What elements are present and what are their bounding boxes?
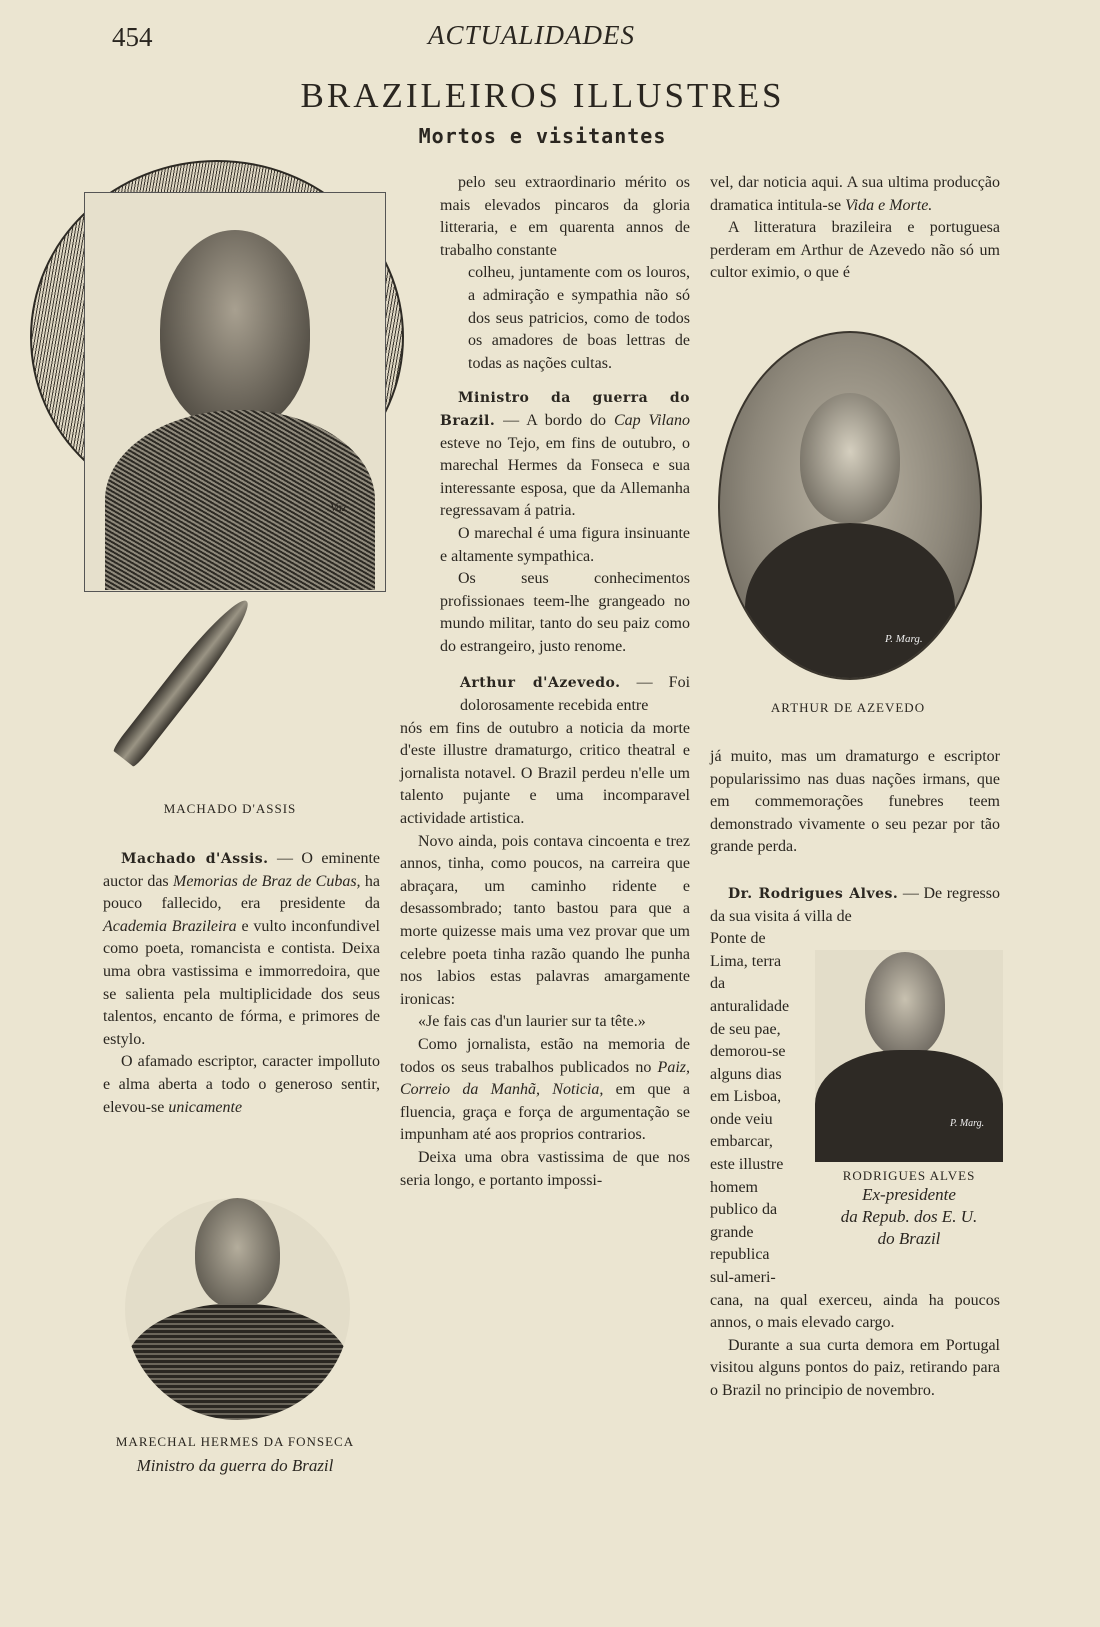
rodrigues-portrait bbox=[815, 950, 1003, 1162]
artist-signature: P. Marg. bbox=[950, 1118, 985, 1130]
paragraph bbox=[400, 1034, 690, 1147]
column-right-text-e bbox=[710, 1290, 1000, 1403]
column-right-text-b bbox=[710, 746, 1000, 859]
caption-hermes-role: Ministro da guerra do Brazil bbox=[136, 1456, 334, 1475]
section-heading: Arthur d'Azevedo. bbox=[460, 675, 621, 692]
rodrigues-figure bbox=[815, 950, 1003, 1250]
text-run: Durante a sua curta demora em Portugal visitou alguns pontos do paiz, retirando para o Brazil no principio de novembro. bbox=[710, 1336, 1000, 1399]
paragraph bbox=[440, 523, 690, 568]
section-heading: Ministro da guerra do Brazil. bbox=[440, 390, 690, 429]
machado-portrait-illustration bbox=[30, 160, 400, 790]
paragraph bbox=[468, 262, 690, 375]
column-middle-text-c bbox=[440, 387, 690, 658]
text-run: Os seus conhecimentos profissionaes teem-lhe grangeado no mundo militar, tanto do seu paiz como do estrangeiro, justo renome. bbox=[440, 570, 690, 655]
text-run: unicamente bbox=[168, 1098, 243, 1116]
section-heading: Machado d'Assis. bbox=[121, 851, 269, 867]
section-heading: Dr. Rodrigues Alves. bbox=[728, 885, 899, 902]
text-run: O afamado escriptor, caracter impolluto e alma aberta a todo o generoso sentir, elevou-se bbox=[103, 1053, 380, 1116]
caption-machado: MACHADO D'ASSIS bbox=[163, 801, 297, 816]
caption-rodrigues-role-1: Ex-presidente bbox=[862, 1185, 956, 1205]
text-run: Academia Brazileira bbox=[103, 917, 237, 935]
arthur-portrait bbox=[718, 331, 982, 680]
text-run: Novo ainda, pois contava cincoenta e trez annos, tinha, como poucos, na carreira que abraçara, um caminho ridente e desassombrado; tanto bastou para que a morte quizesse mais uma vez provar que um celebre poeta tinha razão quando lhe punha nos labios estas palavras amargamente ironicas: bbox=[400, 832, 690, 1008]
caption-rodrigues-role-3: do Brazil bbox=[877, 1229, 941, 1249]
paragraph bbox=[103, 848, 380, 1051]
text-run: A litteratura brazileira e portuguesa perderam em Arthur de Azevedo não só um cultor eximio, o que é bbox=[710, 219, 1000, 282]
text-run: Vida e Morte. bbox=[845, 196, 933, 214]
text-run: O marechal é uma figura insinuante e altamente sympathica. bbox=[440, 524, 690, 565]
text-run: Paiz, Correio da Manhã, Noticia, bbox=[400, 1058, 690, 1099]
text-run: em que a fluencia, graça e força de argumentação se impunham até aos proprios contrarios. bbox=[400, 1081, 691, 1144]
text-run: nós em fins de outubro a noticia da morte d'este illustre dramaturgo, critico theatral e jornalista notavel. O Brazil perdeu n'elle um talento pujante e uma incomparavel actividade artistica. bbox=[400, 719, 690, 828]
column-right bbox=[710, 172, 1000, 1403]
text-run: — O eminente auctor das bbox=[103, 850, 380, 890]
text-run: e vulto inconfundivel como poeta, romancista e contista. Deixa uma obra vastissima e immorredoira, que se salienta pela multiplicidade dos seus talentos, encanto de fórma, e primores de estylo. bbox=[103, 917, 380, 1048]
paragraph bbox=[710, 883, 1000, 928]
column-middle bbox=[400, 172, 690, 1192]
magazine-header: ACTUALIDADES bbox=[428, 20, 635, 50]
column-left-text bbox=[103, 848, 380, 1119]
caption-rodrigues-role-2: da Repub. dos E. U. bbox=[840, 1207, 978, 1227]
artist-signature: P. Marg. bbox=[885, 632, 923, 645]
article-subtitle: Mortos e visitantes bbox=[418, 124, 667, 148]
text-run: vel, dar noticia aqui. A sua ultima producção dramatica intitula-se bbox=[710, 174, 1000, 214]
text-run: — Foi dolorosamente recebida entre bbox=[460, 674, 691, 715]
text-run: colheu, juntamente com os louros, a admiração e sympathia não só dos seus patricios, como de todos os amadores de boas lettras de todas as nações cultas. bbox=[468, 264, 690, 372]
text-run: Ponte de Lima, terra da anturalidade de seu pae, demorou-se alguns dias em Lisboa, onde veiu embarcar, este illustre homem publico da grande republica sul-ameri- bbox=[710, 930, 790, 1287]
text-run: — A bordo do bbox=[495, 411, 614, 429]
paragraph bbox=[710, 217, 1000, 285]
text-run: ha pouco fallecido, era presidente da bbox=[103, 872, 380, 913]
quill-pen-illustration bbox=[112, 592, 259, 768]
text-run: — De regresso da sua visita á villa de bbox=[710, 884, 1001, 925]
text-run: já muito, mas um dramaturgo e escriptor popularissimo nas duas nações irmans, que em commemorações funebres teem demonstrado vivamente o seu pezar por tão grande perda. bbox=[710, 747, 1000, 856]
paragraph bbox=[440, 568, 690, 658]
paragraph bbox=[400, 1147, 690, 1192]
column-middle-text-b bbox=[468, 262, 690, 375]
hermes-portrait bbox=[125, 1198, 350, 1420]
column-middle-text-d bbox=[460, 672, 690, 717]
caption-rodrigues: RODRIGUES ALVES bbox=[842, 1168, 976, 1184]
paragraph bbox=[710, 1290, 1000, 1335]
article-title: BRAZILEIROS ILLUSTRES bbox=[300, 76, 785, 115]
text-run: «Je fais cas d'un laurier sur ta tête.» bbox=[418, 1013, 646, 1031]
caption-hermes: MARECHAL HERMES DA FONSECA bbox=[115, 1434, 355, 1449]
paragraph bbox=[400, 831, 690, 1012]
caption-arthur: ARTHUR DE AZEVEDO bbox=[770, 699, 926, 715]
text-run: Como jornalista, estão na memoria de todos os seus trabalhos publicados no bbox=[400, 1035, 690, 1076]
text-run: Memorias de Braz de Cubas, bbox=[172, 872, 361, 890]
text-run: esteve no Tejo, em fins de outubro, o marechal Hermes da Fonseca e sua interessante esposa, que da Allemanha regressavam á patria. bbox=[440, 434, 690, 520]
column-right-text-d bbox=[710, 928, 796, 1290]
rodrigues-row bbox=[710, 928, 1000, 1290]
paragraph bbox=[460, 672, 690, 717]
text-run: Cap Vilano bbox=[613, 411, 690, 429]
text-run: pelo seu extraordinario mérito os mais elevados pincaros da gloria litteraria, e em quarenta annos de trabalho constante bbox=[440, 174, 690, 259]
column-right-text-c bbox=[710, 883, 1000, 928]
text-run: Deixa uma obra vastissima de que nos seria longo, e portanto impossi- bbox=[400, 1148, 690, 1189]
column-right-text-a bbox=[710, 172, 1000, 285]
column-middle-text-a bbox=[440, 172, 690, 262]
paragraph bbox=[710, 928, 796, 1290]
paragraph bbox=[710, 172, 1000, 217]
artist-signature: Vaz bbox=[330, 500, 347, 514]
page-number: 454 bbox=[112, 22, 153, 52]
column-middle-text-e bbox=[400, 718, 690, 1192]
paragraph bbox=[710, 746, 1000, 859]
paragraph bbox=[440, 387, 690, 523]
paragraph bbox=[103, 1051, 380, 1119]
paragraph bbox=[440, 172, 690, 262]
paragraph bbox=[710, 1335, 1000, 1403]
paragraph bbox=[400, 718, 690, 831]
text-run: cana, na qual exerceu, ainda ha poucos annos, o mais elevado cargo. bbox=[710, 1291, 1000, 1332]
paragraph bbox=[400, 1011, 690, 1034]
